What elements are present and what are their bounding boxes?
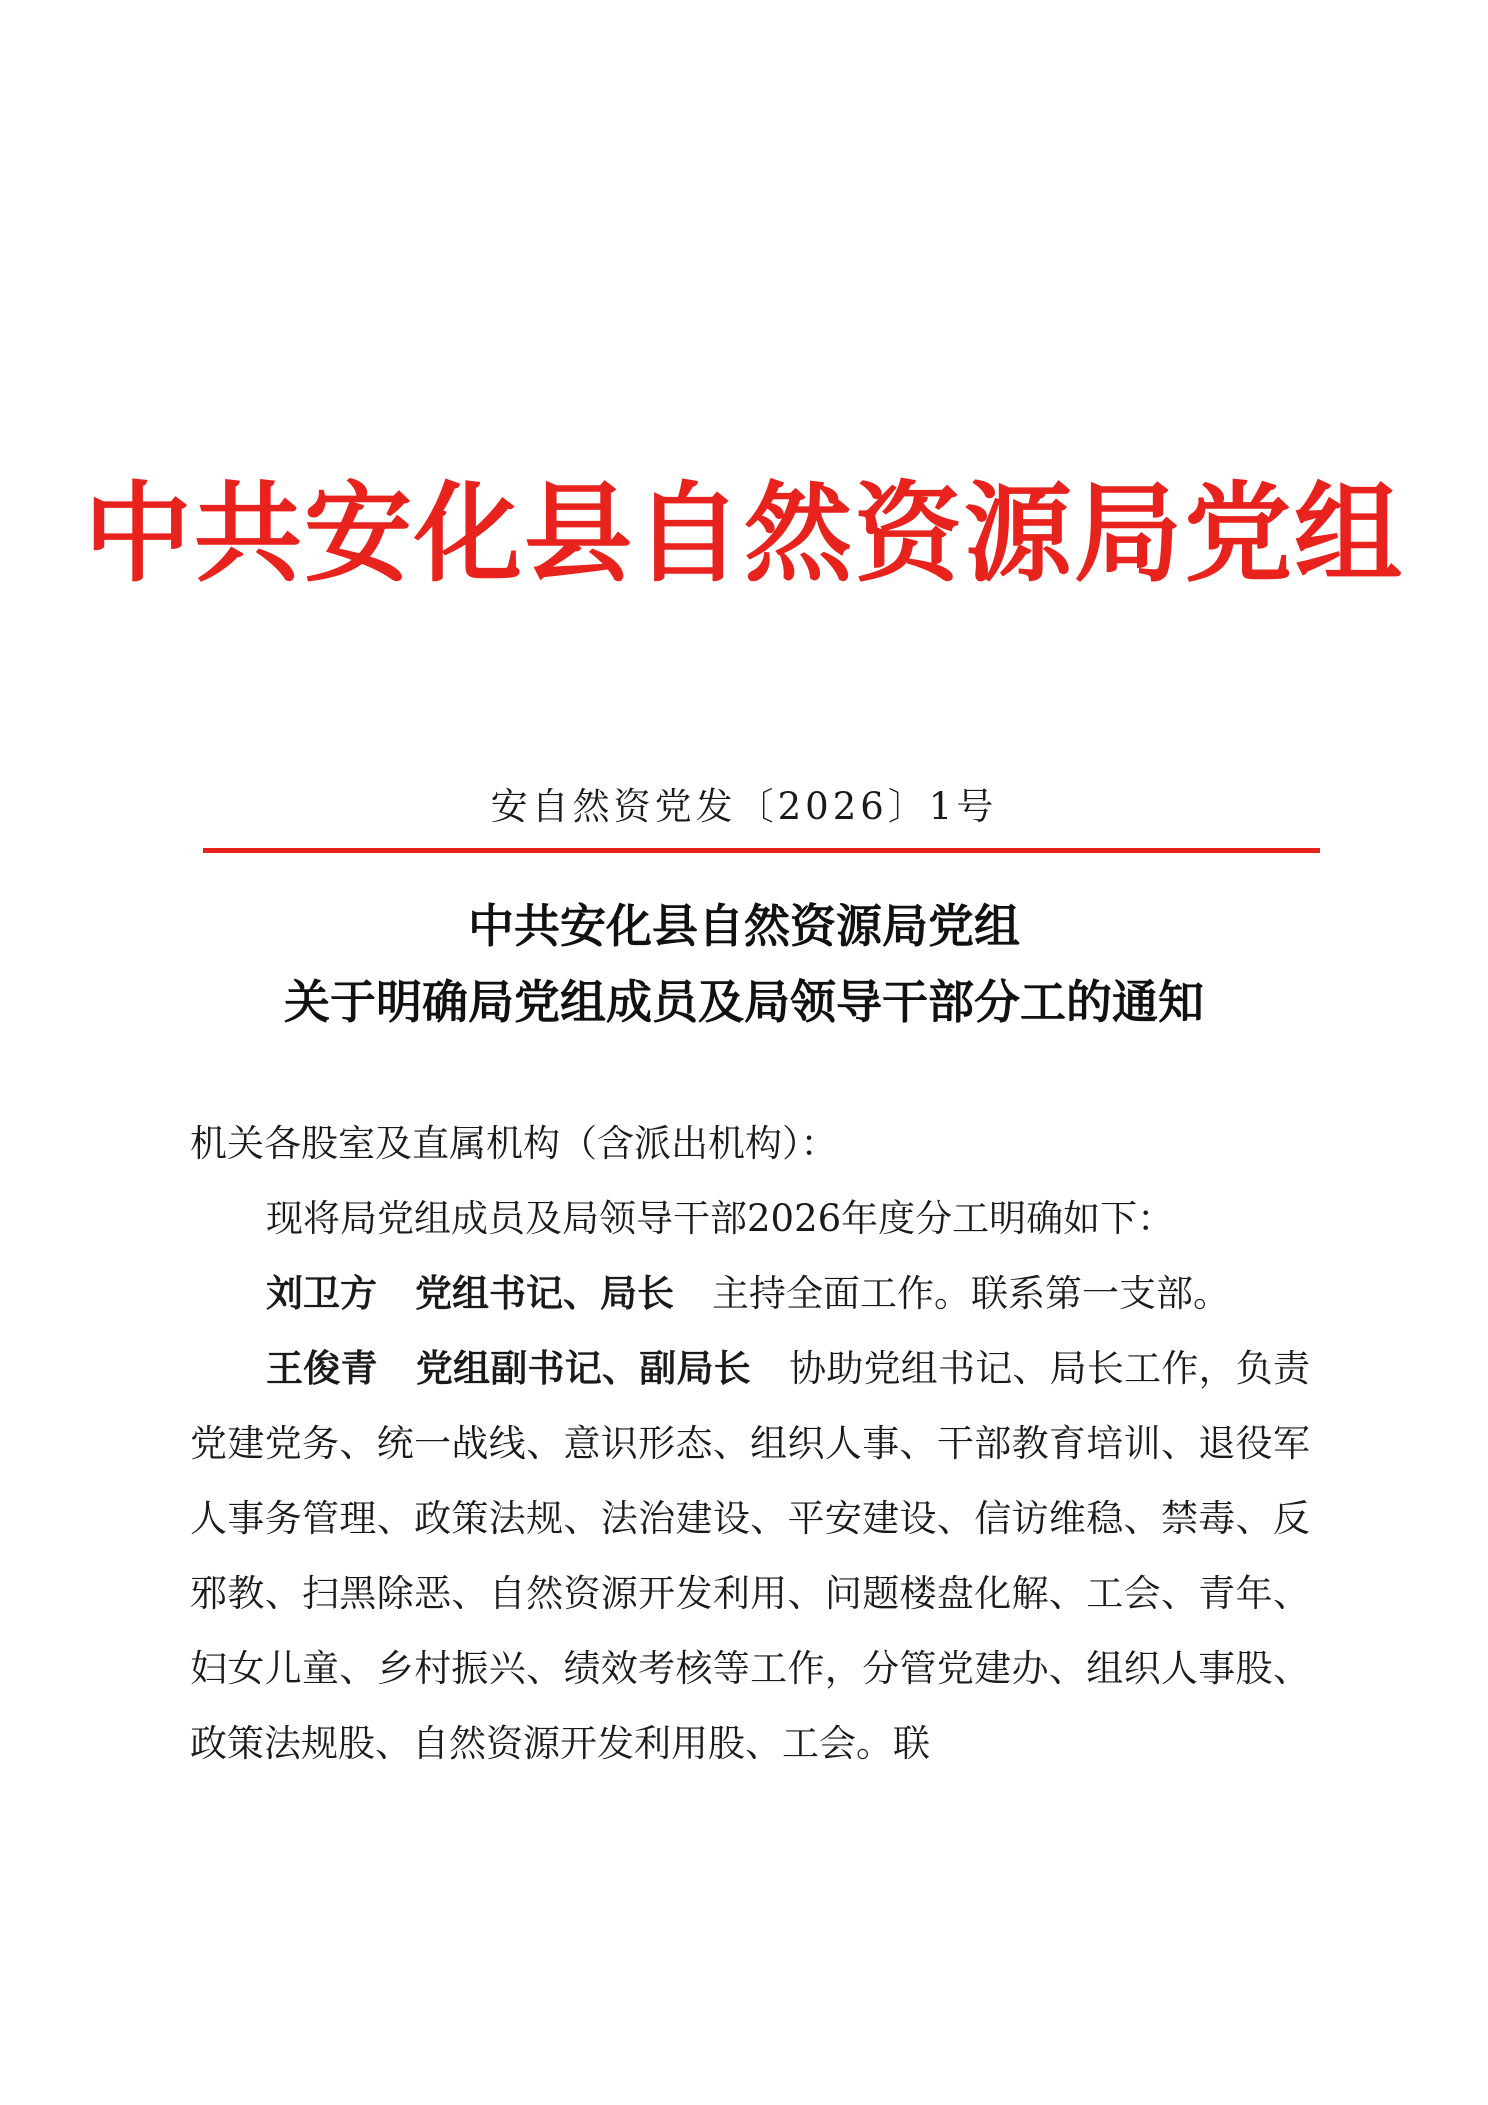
leader-duties: 主持全面工作。联系第一支部。 bbox=[712, 1272, 1230, 1315]
leader-position: 党组书记、局长 bbox=[415, 1271, 674, 1315]
assignment-paragraph bbox=[190, 1331, 1310, 1781]
intro-paragraph: 现将局党组成员及局领导干部2026年度分工明确如下： bbox=[266, 1197, 1175, 1240]
document-body bbox=[190, 1106, 1310, 1781]
document-title bbox=[0, 888, 1488, 1040]
title-line-1: 中共安化县自然资源局党组 bbox=[468, 899, 1020, 953]
salutation: 机关各股室及直属机构（含派出机构）： bbox=[190, 1122, 838, 1165]
title-line-2: 关于明确局党组成员及局领导干部分工的通知 bbox=[284, 975, 1204, 1029]
leader-name: 王俊青 bbox=[266, 1346, 378, 1390]
leader-duties: 协助党组书记、局长工作，负责党建党务、统一战线、意识形态、组织人事、干部教育培训、退役军人事务管理、政策法规、法治建设、平安建设、信访维稳、禁毒、反邪教、扫黑除恶、自然资源开发利用、问题楼盘化解、工会、青年、妇女儿童、乡村振兴、绩效考核等工作，分管党建办、组织人事股、政策法规股、自然资源开发利用股、工会。联 bbox=[190, 1347, 1311, 1765]
assignment-paragraph bbox=[190, 1256, 1310, 1331]
document-masthead: 中共安化县自然资源局党组 bbox=[83, 472, 1404, 597]
leader-name: 刘卫方 bbox=[266, 1271, 377, 1315]
red-separator-rule bbox=[203, 848, 1320, 853]
leader-position: 党组副书记、副局长 bbox=[415, 1346, 751, 1390]
document-number: 安自然资党发〔2026〕1号 bbox=[490, 785, 998, 828]
